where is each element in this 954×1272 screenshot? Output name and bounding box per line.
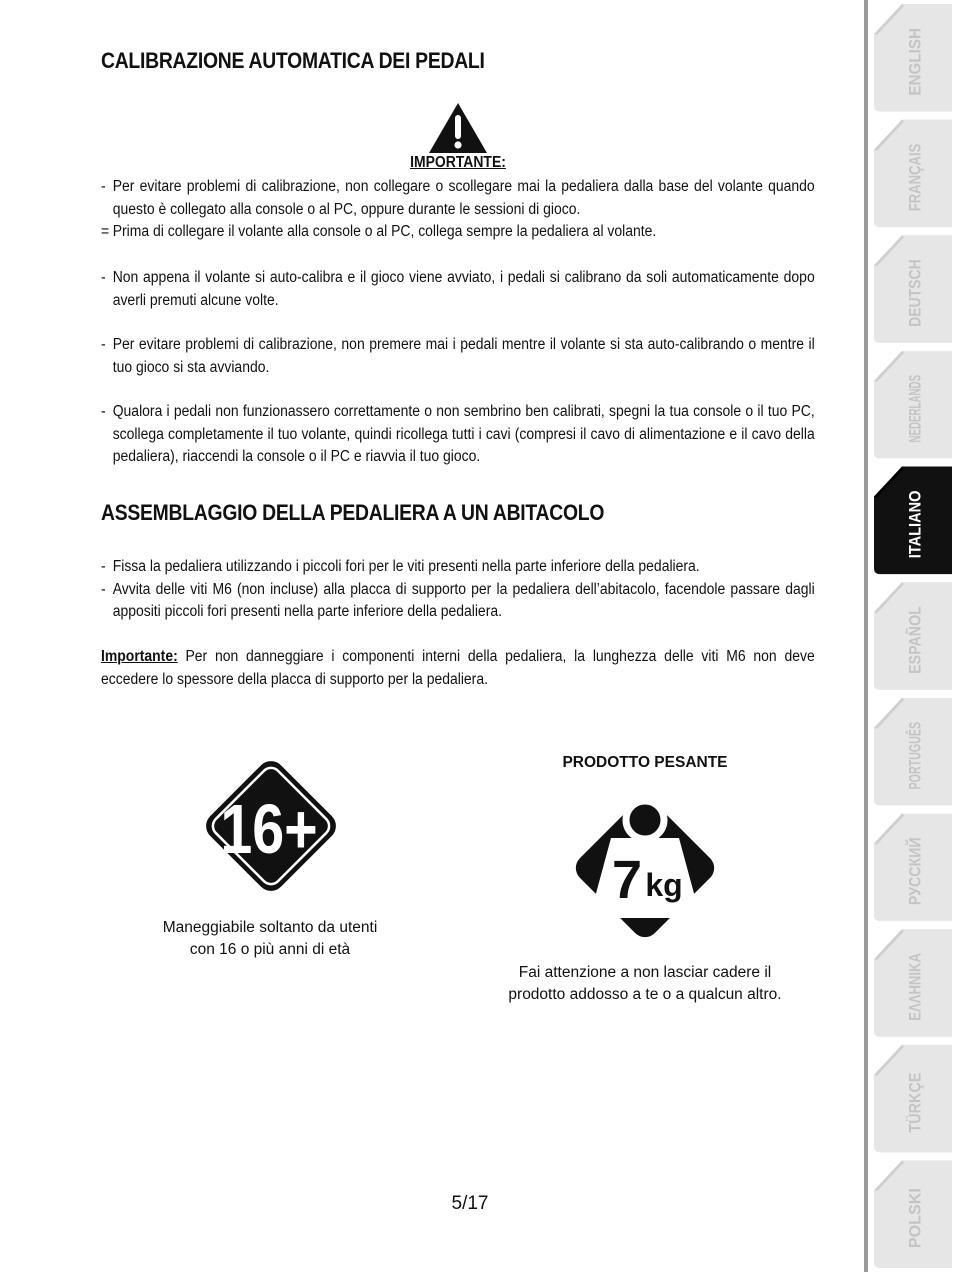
weight-number: 7 xyxy=(611,850,643,910)
tab-italiano[interactable] xyxy=(874,467,952,575)
tab-português[interactable] xyxy=(874,681,952,806)
list-item: - Per evitare problemi di calibrazione, non collegare o scollegare mai la pedaliera dalla base del volante quando questo è collegato alla console o al PC, oppure durante le sessioni di gioco. xyxy=(101,178,815,218)
list-item: - Qualora i pedali non funzionassero correttamente o non sembrino ben calibrati, spegni la tua console o il tuo PC, scollega completamente il tuo volante, quindi ricollega tutti i cavi (compresi il cavo di alimentazione e il cavo della pedaliera), riaccendi la console o il PC e riavvia il tuo gioco. xyxy=(101,403,815,465)
calibration-item-auto xyxy=(101,267,815,312)
tab-ελληνικα[interactable] xyxy=(874,929,952,1037)
age-caption: Maneggiabile soltanto da utenti con 16 o più anni di età xyxy=(162,919,378,958)
tab-español[interactable] xyxy=(874,582,952,690)
tab-français[interactable] xyxy=(874,120,952,228)
calibration-list xyxy=(101,176,815,244)
calibration-item-nopress xyxy=(101,334,815,379)
tab-label: ITALIANO xyxy=(905,479,925,559)
tab-label: DEUTSCH xyxy=(905,244,925,327)
language-tabs xyxy=(864,0,954,1272)
assembly-list xyxy=(101,556,815,624)
heavy-product-title: PRODOTTO PESANTE xyxy=(562,754,728,771)
list-item: - Non appena il volante si auto-calibra e il gioco viene avviato, i pedali si calibrano da soli automaticamente dopo averli premuti alcune volte. xyxy=(101,269,815,309)
tab-english[interactable] xyxy=(874,4,952,112)
tab-türkçe[interactable] xyxy=(874,1045,952,1153)
calibration-item-reset xyxy=(101,401,815,469)
page-number: 5/17 xyxy=(451,1193,489,1214)
age-16-plus-icon xyxy=(190,745,352,907)
tab-deutsch[interactable] xyxy=(874,235,952,343)
list-item: = Prima di collegare il volante alla console o al PC, collega sempre la pedaliera al volante. xyxy=(101,223,657,240)
tab-label: ENGLISH xyxy=(905,20,925,96)
tab-label: ESPAÑOL xyxy=(905,592,925,674)
list-item: - Fissa la pedaliera utilizzando i piccoli fori per le viti presenti nella parte inferiore della pedaliera. xyxy=(101,558,700,575)
weight-unit: kg xyxy=(645,867,683,903)
tab-label: FRANÇAIS xyxy=(905,123,925,212)
warning-icon xyxy=(428,102,488,154)
note-text: Per non danneggiare i componenti interni della pedaliera, la lunghezza delle viti M6 non deve eccedere lo spessore della placca di supporto per la pedaliera. xyxy=(101,648,815,688)
tab-label: ΕΛΛΗΝΙΚΑ xyxy=(905,932,925,1021)
weight-7kg-icon xyxy=(553,776,737,960)
age-icon-text: 16+ xyxy=(220,789,318,869)
tab-label: POLSKI xyxy=(905,1184,925,1249)
weight-caption: Fai attenzione a non lasciar cadere il prodotto addosso a te o a qualcun altro. xyxy=(508,964,782,1003)
assembly-note xyxy=(101,646,815,691)
tab-label: TÜRKÇE xyxy=(905,1061,925,1133)
section-title-calibration: CALIBRAZIONE AUTOMATICA DEI PEDALI xyxy=(101,48,485,73)
section-title-assembly: ASSEMBLAGGIO DELLA PEDALIERA A UN ABITACOLO xyxy=(101,500,605,525)
list-item: - Avvita delle viti M6 (non incluse) alla placca di supporto per la pedaliera dell’abitacolo, facendole passare dagli appositi piccoli fori presenti nella parte inferiore della pedaliera. xyxy=(101,580,815,620)
tab-label: РУССКИЙ xyxy=(905,824,925,906)
tab-label: PORTUGUÊS xyxy=(905,681,925,790)
tab-label: NEDERLANDS xyxy=(905,324,925,443)
tab-русский[interactable] xyxy=(874,813,952,921)
list-item: - Per evitare problemi di calibrazione, non premere mai i pedali mentre il volante si sta auto-calibrando o mentre il tuo gioco si sta avviando. xyxy=(101,336,815,376)
note-label: Importante: xyxy=(101,648,178,665)
tab-nederlands[interactable] xyxy=(874,324,952,459)
important-label: IMPORTANTE: xyxy=(410,154,506,171)
tab-polski[interactable] xyxy=(874,1160,952,1268)
